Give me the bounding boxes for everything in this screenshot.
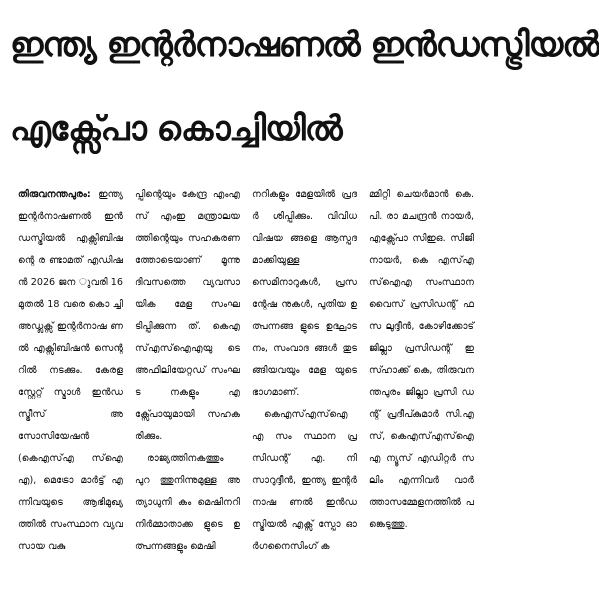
- article-paragraph: കെഎസ്എസ്ഐഎ സം സ്ഥാന പ്രസിഡന്റ് എ. നി സാറുദ്ദീൻ, ഇന്ത്യ ഇന്റർനാഷ ണൽ ഇൻഡസ്ട്രിയൽ എക്സ് സ്പോ ഓർഗനൈസിംഗ് ക: [252, 409, 357, 552]
- article-column-1: [12, 184, 129, 596]
- paragraph-text: ഇന്ത്യ ഇന്റർനാഷണൽ ഇൻഡസ്ട്രിയൽ എക്സിബിഷന്റെ ര ണ്ടാമത് എഡിഷൻ 2026 ജന ുവരി 16 മുതൽ 18 വരെ കൊ ച്ചി അഡ്ലക്സ് ഇന്റർനാഷ ണൽ എക്സിബിഷൻ സെന്റ റിൽ നടക്കും. കേരള സ്റ്റേറ്റ് സ്മാൾ ഇൻഡസ്ട്രീസ് അ സോസിയേഷൻ (കെഎസ്എ സ്ഐഎ), മെട്രോ മാർട്ട് എ ന്നിവയുടെ ആഭിമുഖ്യത്തിൽ സംസ്ഥാന വ്യവസായ വകു: [18, 189, 123, 552]
- article-column-4: [363, 184, 480, 596]
- article-paragraph: നറികളും മേളയിൽ പ്രദർ ശിപ്പിക്കും. വിവിധ വിഷയ ങ്ങളെ ആസ്പദമാക്കിയുള്ള സെമിനാറുകൾ, പ്രസന്റേഷ നുകൾ, പുതിയ ഉത്പന്നങ്ങ ളുടെ ഉദ്ഘാടനം, സംവാദ ങ്ങൾ തുടങ്ങിയവയും മേള യുടെ ഭാഗമാണ്.: [252, 189, 357, 398]
- headline-line-1: ഇന്ത്യ ഇന്റർനാഷണൽ ഇൻഡസ്ട്രിയൽ: [10, 25, 599, 65]
- headline: [10, 6, 599, 174]
- article-paragraph: പ്പിന്റെയും കേന്ദ്ര എംഎസ് എംഇ മന്ത്രാലയത്തിന്റെയും സഹകരണത്തോടെയാണ് മൂന്നു ദിവസത്തെ വ്യവസാ യിക മേള സംഘടിപ്പിക്കുന്ന ത്. കെഎസ്എസ്ഐഎയു ടെ അഫിലിയേറ്റഡ് സംഘട നകളും എക്സ്പോയുമായി സഹകരിക്കും.: [135, 189, 240, 442]
- article-column-2: [129, 184, 246, 596]
- article-paragraph: രാജ്യത്തിനകത്തും പുറ ത്തുനിന്നുമുള്ള അത്യാധുനി കം മെഷിനറി നിർമ്മാതാക്ക ളുടെ ഉത്പന്നങ്ങളും മെഷി: [135, 453, 240, 552]
- article-paragraph: [18, 184, 123, 558]
- headline-line-2: എക്സ്പോ കൊച്ചിയിൽ: [10, 109, 342, 149]
- article-paragraph: മ്മിറ്റി ചെയർമാൻ കെ.പി. രാ മചന്ദ്രൻ നായർ, എക്സ്പോ സിഇഒ. സിജി നായർ, കെ എസ്എസ്ഐഎ സംസ്ഥാന വൈസ് പ്രസിഡന്റ് ഫസ ലുദ്ദീൻ, കോഴിക്കോട് ജില്ലാ പ്രസിഡന്റ് ഇസ്ഹാക്ക് കെ, തിരുവനന്തപുരം ജില്ലാ പ്രസി ഡന്റ് പ്രദീപ്കുമാർ സി.എസ്, കെഎസ്എസ്ഐഎ ന്യൂസ് എഡിറ്റർ സലിം എന്നിവർ വാർത്താസമ്മേളനത്തിൽ പങ്കെടുത്തു.: [369, 189, 474, 530]
- article-body: [12, 184, 480, 596]
- article-column-3: [246, 184, 363, 596]
- dateline: തിരുവനന്തപുരം:: [18, 189, 91, 200]
